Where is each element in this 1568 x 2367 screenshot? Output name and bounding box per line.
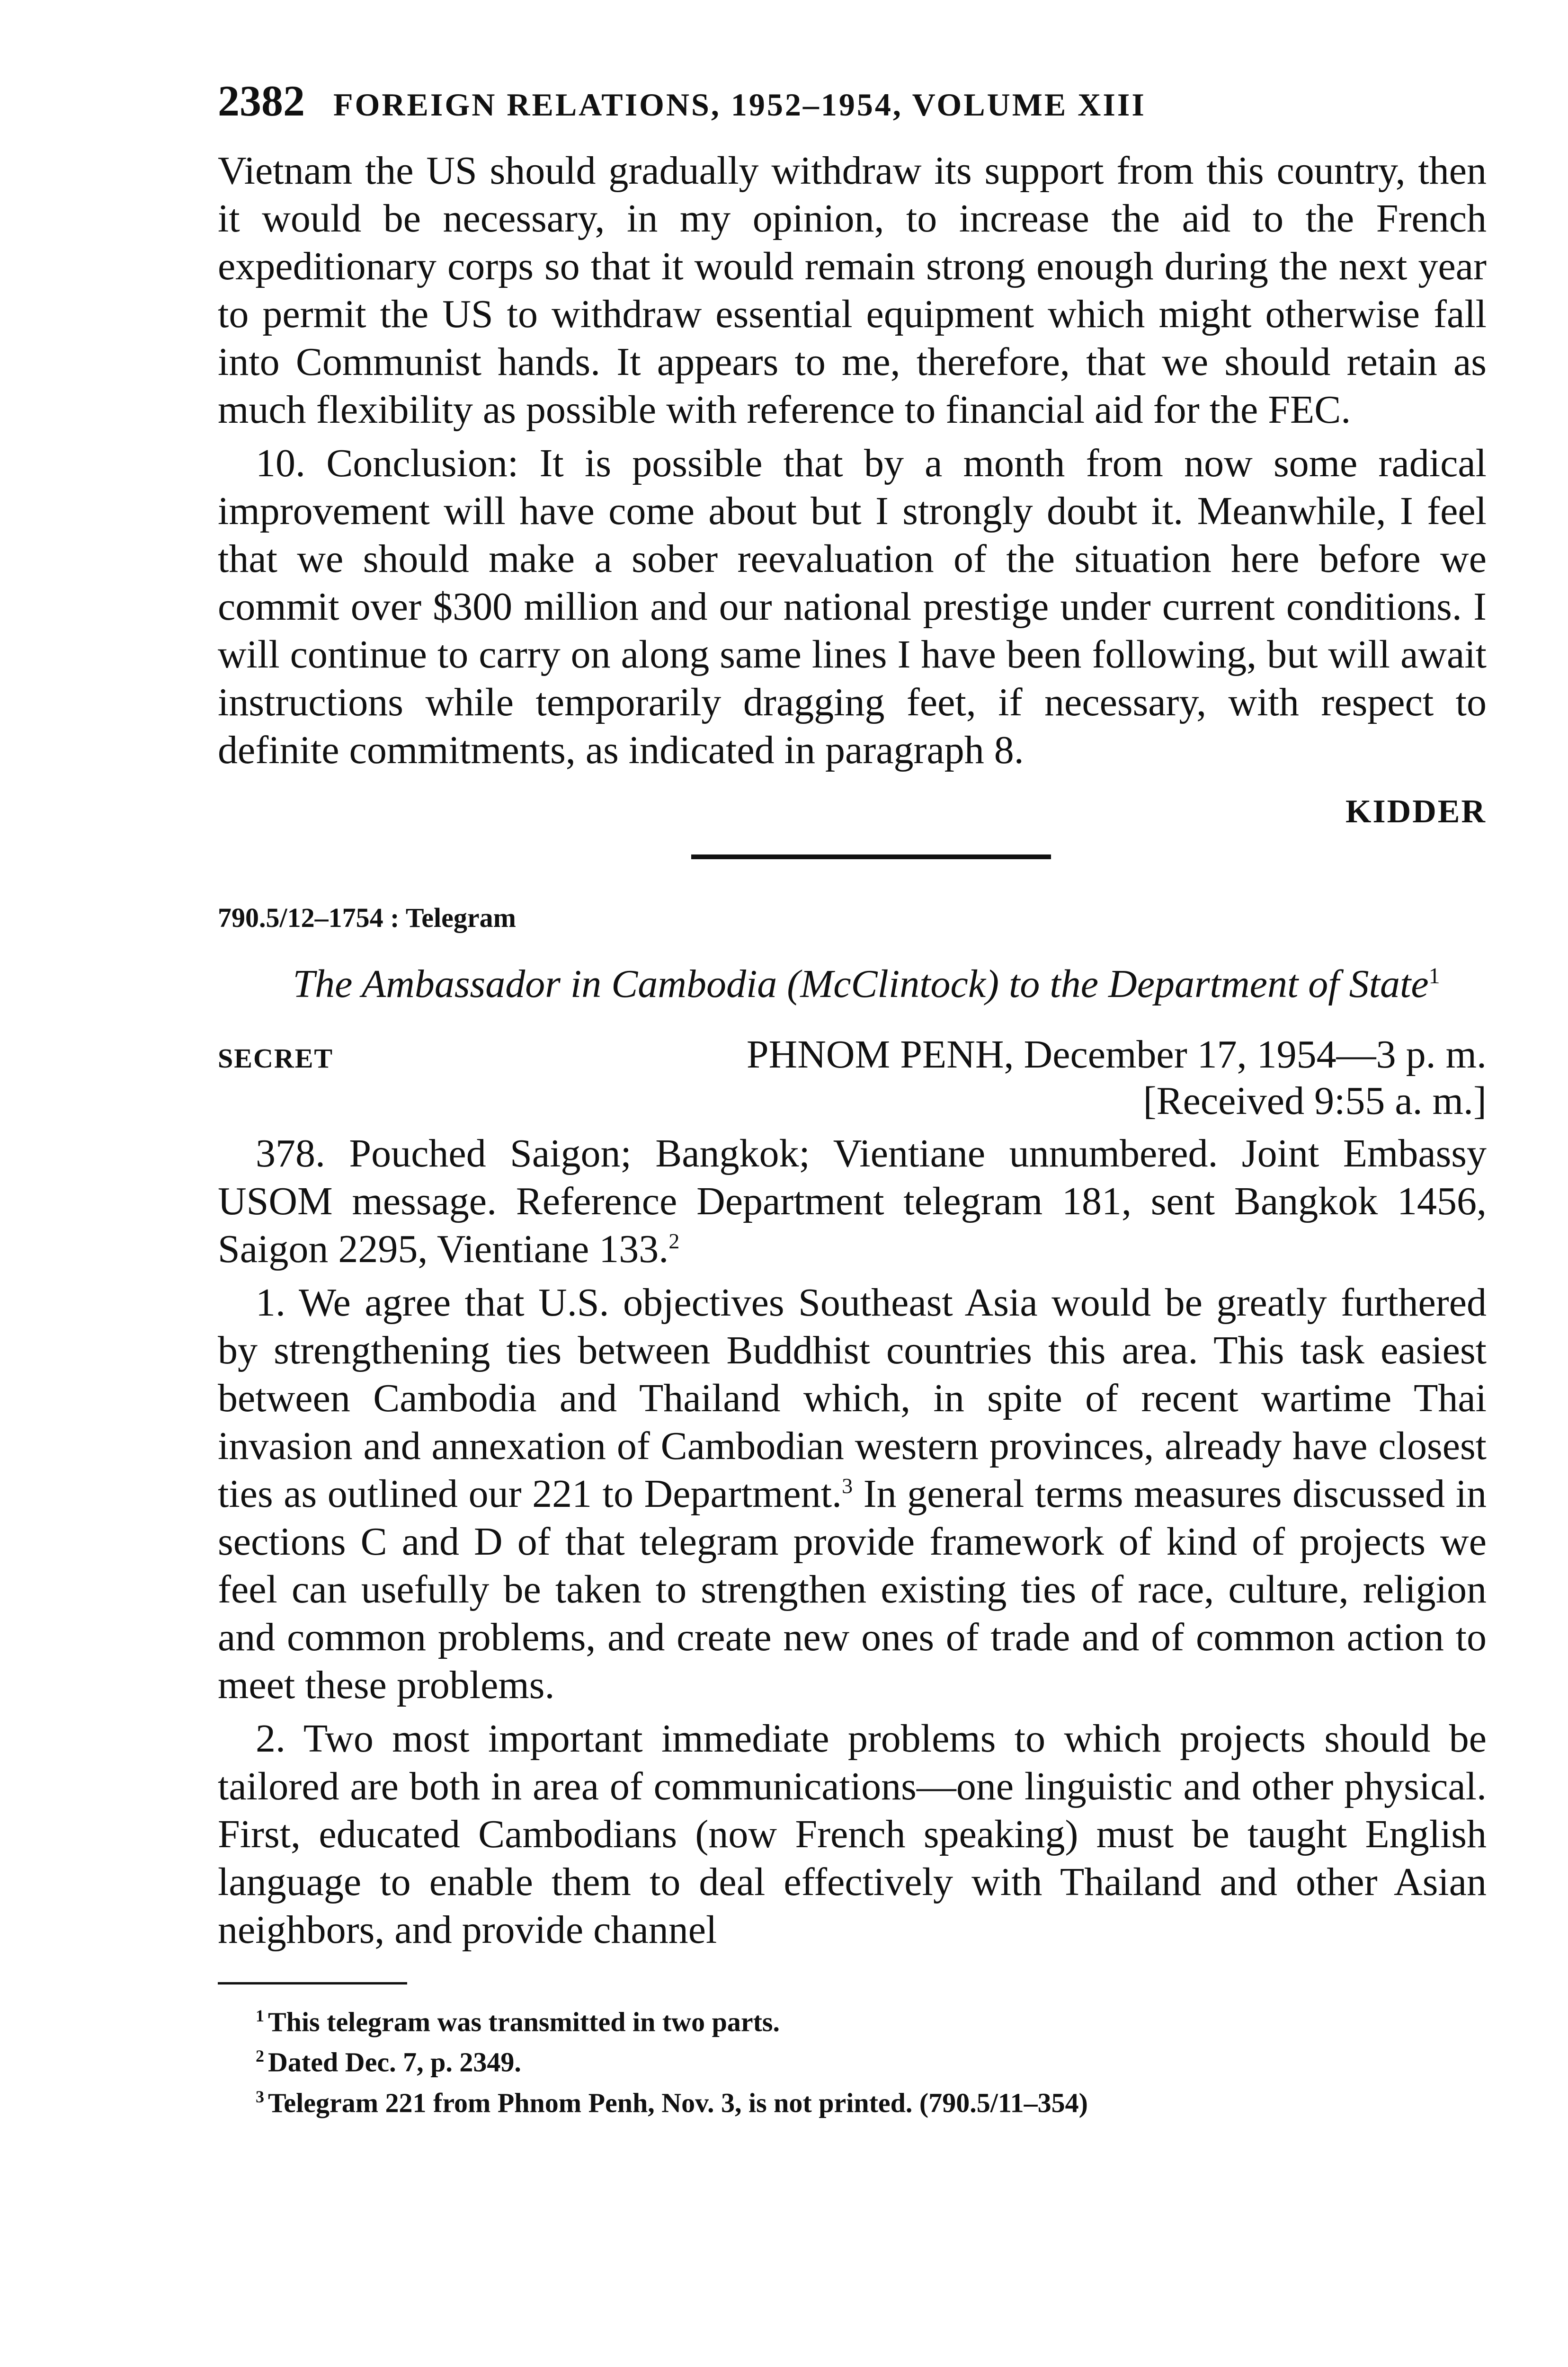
continuation-paragraph: Vietnam the US should gradually withdraw its support from this country, then it would be necessary, in my opinion, to increase the aid to the French expeditionary corps so that it would remain strong enough during the next year to permit the US to withdraw essential equipment which might otherwise fall into Communist hands. It appears to me, therefore, that we should retain as much flexibility as possible with reference to financial aid for the FEC. <box>218 149 1487 432</box>
footnote-divider <box>218 1982 407 1984</box>
running-title: FOREIGN RELATIONS, 1952–1954, VOLUME XIII <box>333 87 1146 123</box>
footnote-marker: 2 <box>668 1229 680 1253</box>
conclusion-paragraph: 10. Conclusion: It is possible that by a month from now some radical improvement will have come about but I strongly doubt it. Meanwhile, I feel that we should make a sober reevaluation of the situation here before we commit over $300 million and our national prestige under current conditions. I will continue to carry on along same lines I have been following, but will await instructions while temporarily dragging feet, if necessary, with respect to definite commitments, as indicated in paragraph 8. <box>218 441 1487 772</box>
footnote-text: This telegram was transmitted in two parts. <box>268 2006 780 2038</box>
footnote-3 <box>218 2080 1487 2120</box>
paragraph-intro-text: 378. Pouched Saigon; Bangkok; Vientiane unnumbered. Joint Embassy USOM message. Reference Department telegram 181, sent Bangkok 1456, Saigon 2295, Vientiane 133. <box>218 1131 1487 1271</box>
footnote-2 <box>218 2039 1487 2079</box>
page-number: 2382 <box>218 77 305 125</box>
footnote-marker: 1 <box>1428 963 1440 988</box>
dateline: PHNOM PENH, December 17, 1954—3 p. m. <box>746 1032 1487 1077</box>
document-heading <box>218 952 1487 1008</box>
footnote-marker: 1 <box>256 2006 264 2025</box>
classification-label: SECRET <box>218 1043 334 1074</box>
file-reference: 790.5/12–1754 : Telegram <box>218 902 516 933</box>
footnote-text: Telegram 221 from Phnom Penh, Nov. 3, is not printed. (790.5/11–354) <box>268 2087 1088 2118</box>
received-time: [Received 9:55 a. m.] <box>1143 1079 1487 1123</box>
paragraph-intro <box>218 1130 1487 1273</box>
footnote-marker: 3 <box>842 1474 853 1498</box>
document-heading-text: The Ambassador in Cambodia (McClintock) to the Department of State <box>293 962 1429 1006</box>
footnote-1 <box>218 1999 1487 2039</box>
paragraph-1-text-b: In general terms measures discussed in sections C and D of that telegram provide framework of kind of projects we feel can usefully be taken to strengthen existing ties of race, culture, religion and common problems, and create new ones of trade and of common action to meet these problems. <box>218 1472 1487 1707</box>
footnote-marker: 2 <box>256 2047 264 2066</box>
paragraph-1 <box>218 1279 1487 1709</box>
dateline-row <box>218 1032 1487 1077</box>
document-page <box>218 76 1487 2120</box>
paragraph-2: 2. Two most important immediate problems to which projects should be tailored are both in area of communications—one linguistic and other physical. First, educated Cambodians (now French speaking) must be taught English language to enable them to deal effectively with Thailand and other Asian neighbors, and provide channel <box>218 1717 1487 1952</box>
footnote-marker: 3 <box>256 2087 264 2106</box>
paragraph-1-text-a: 1. We agree that U.S. objectives Southeast Asia would be greatly furthered by strengthening ties between Buddhist countries this area. This task easiest between Cambodia and Thailand which, in spite of recent wartime Thai invasion and annexation of Cambodian western provinces, already have closest ties as outlined our 221 to Department. <box>218 1281 1487 1516</box>
footnote-text: Dated Dec. 7, p. 2349. <box>268 2047 521 2078</box>
running-header <box>218 76 1487 147</box>
signature: KIDDER <box>1345 793 1487 830</box>
section-divider <box>691 854 1051 859</box>
